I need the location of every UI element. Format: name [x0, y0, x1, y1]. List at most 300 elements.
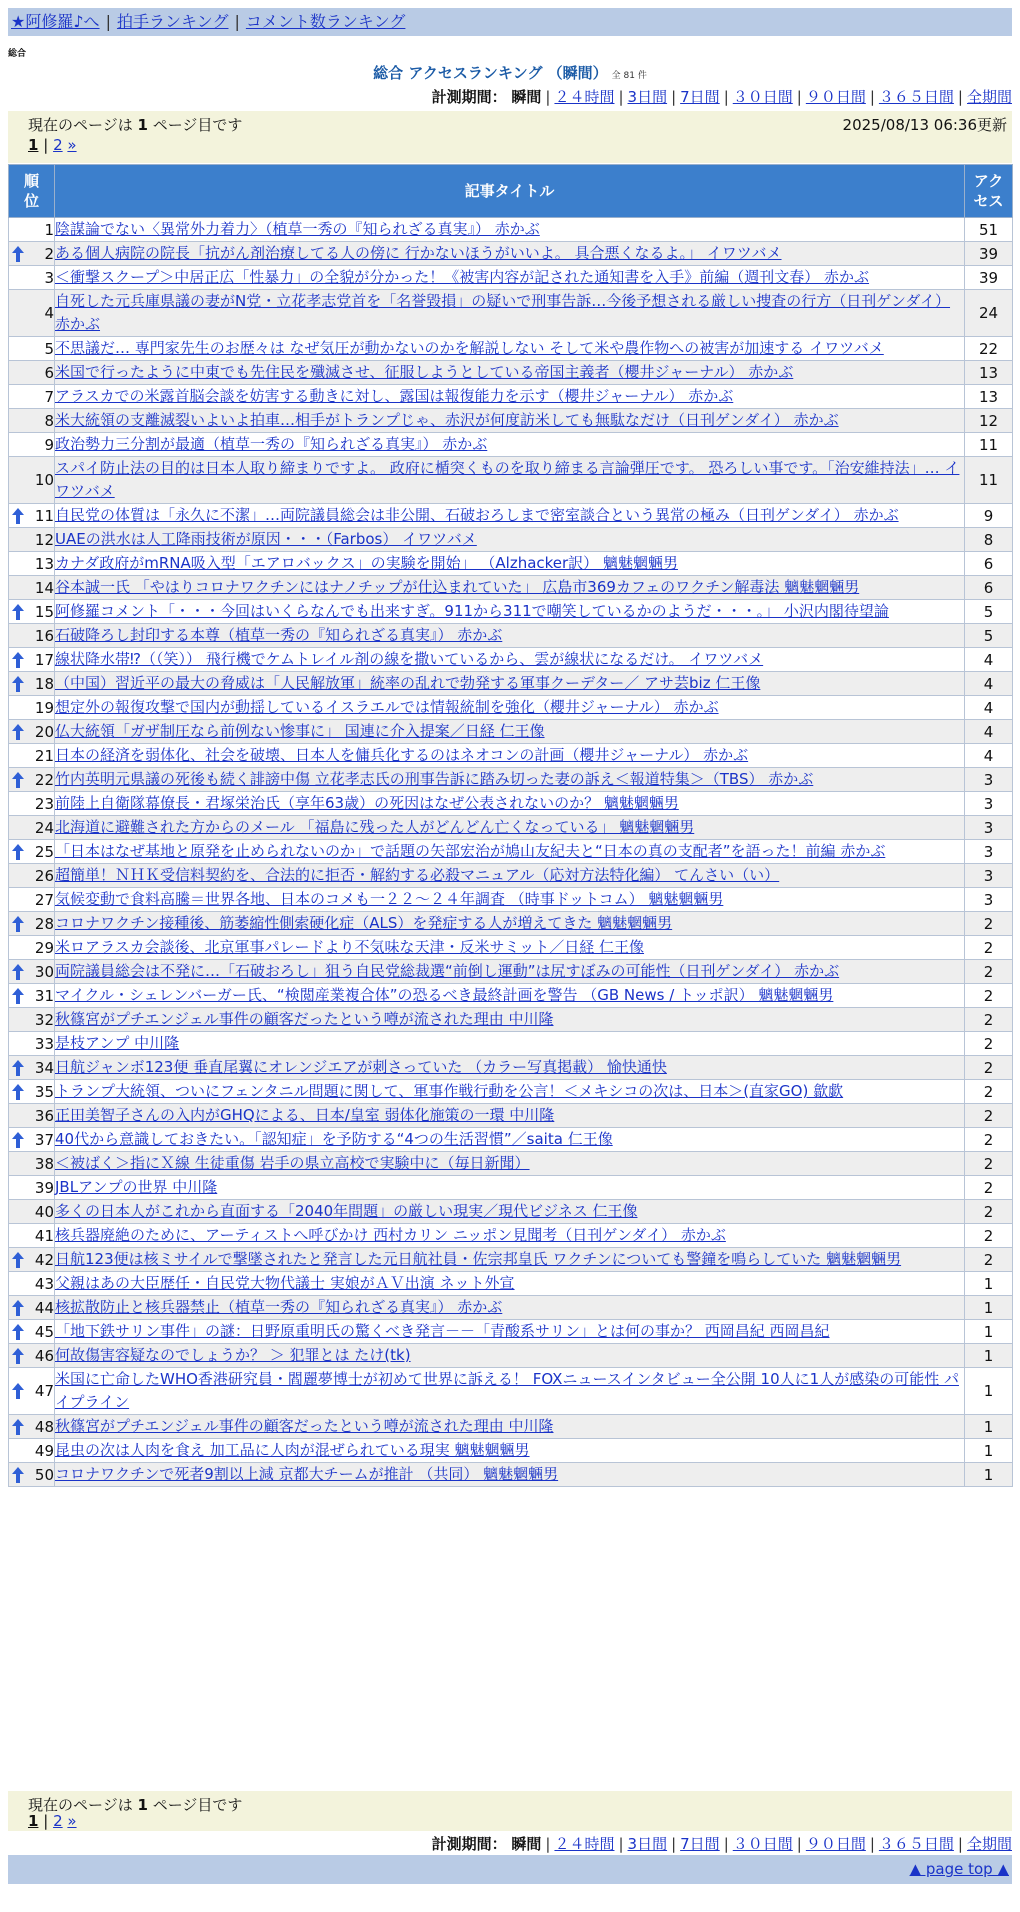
rank-number: 14 [34, 578, 54, 597]
rank-cell [9, 912, 55, 936]
title-cell [55, 864, 965, 888]
access-count: 2 [965, 1248, 1013, 1272]
table-row [9, 1368, 1013, 1415]
article-link[interactable]: ＜衝撃スクープ＞中居正広「性暴力」の全貌が分かった！《被害内容が記された通知書を入手》前編（週刊文春） 赤かぶ [55, 268, 870, 286]
header-access: アクセス [965, 165, 1013, 218]
rank-up-arrow-icon [12, 604, 24, 620]
title-cell [55, 290, 965, 337]
rank-up-arrow-icon [12, 916, 24, 932]
rank-up-arrow-icon [12, 964, 24, 980]
rank-up-arrow-icon [12, 988, 24, 1004]
article-link[interactable]: 不思議だ… 専門家先生のお歴々は なぜ気圧が動かないのかを解説しない そして米や農作物への被害が加速する イワツバメ [55, 339, 884, 357]
rank-number: 23 [34, 794, 54, 813]
period-link[interactable]: 全期間 [966, 88, 1012, 106]
title-cell [55, 409, 965, 433]
table-row [9, 840, 1013, 864]
period-link[interactable]: 7日間 [680, 1835, 720, 1853]
rank-cell [9, 457, 55, 504]
title-cell [55, 1008, 965, 1032]
table-row [9, 1248, 1013, 1272]
period-link[interactable]: ３６５日間 [878, 88, 954, 106]
article-link[interactable]: 両院議員総会は不発に…「石破おろし」狙う自民党総裁選“前倒し運動”は尻すぼみの可能性（日刊ゲンダイ） 赤かぶ [55, 962, 840, 980]
title-cell [55, 385, 965, 409]
rank-cell [9, 744, 55, 768]
table-row [9, 1152, 1013, 1176]
rank-cell [9, 1080, 55, 1104]
article-link[interactable]: 米ロアラスカ会談後、北京軍事パレードより不気味な天津・反米サミット／日経 仁王像 [55, 938, 645, 956]
table-row [9, 385, 1013, 409]
article-link[interactable]: 日航123便は核ミサイルで撃墜されたと発言した元日航社員・佐宗邦皇氏 ワクチンについても警鐘を鳴らしていた 魑魅魍魎男 [55, 1250, 902, 1268]
rank-cell [9, 1439, 55, 1463]
article-link[interactable]: 竹内英明元県議の死後も続く誹謗中傷 立花孝志氏の刑事告訴に踏み切った妻の訴え＜報道特集＞（TBS） 赤かぶ [55, 770, 814, 788]
access-count: 13 [965, 385, 1013, 409]
rank-up-arrow-icon [12, 1383, 24, 1399]
table-header-row [9, 165, 1013, 218]
home-link[interactable]: ★阿修羅♪へ [11, 12, 100, 31]
period-link[interactable]: ３０日間 [732, 1835, 793, 1853]
access-count: 9 [965, 504, 1013, 528]
access-count: 3 [965, 864, 1013, 888]
rank-up-arrow-icon [12, 1252, 24, 1268]
access-count: 39 [965, 242, 1013, 266]
title-cell [55, 1176, 965, 1200]
table-row [9, 409, 1013, 433]
table-row [9, 864, 1013, 888]
article-link[interactable]: 気候変動で食料高騰＝世界各地、日本のコメも一２２～２４年調査 （時事ドットコム） 魑魅魍魎男 [55, 890, 724, 908]
table-row [9, 218, 1013, 242]
table-row [9, 648, 1013, 672]
access-count: 24 [965, 290, 1013, 337]
rank-cell [9, 1104, 55, 1128]
access-count: 13 [965, 361, 1013, 385]
rank-number: 10 [34, 471, 54, 489]
page-links: 1 | 2 » [28, 1812, 77, 1830]
rank-number: 22 [34, 770, 54, 789]
access-count: 5 [965, 600, 1013, 624]
period-label: 計測期間： [431, 88, 507, 106]
article-link[interactable]: （中国）習近平の最大の脅威は「人民解放軍」統率の乱れで勃発する軍事クーデター／ アサ芸biz 仁王像 [55, 674, 761, 692]
page-top-link[interactable]: ▲ page top ▲ [909, 1860, 1009, 1878]
article-link[interactable]: 「地下鉄サリン事件」の謎：日野原重明氏の驚くべき発言－－「青酸系サリン」とは何の事か？ 西岡昌紀 西岡昌紀 [55, 1322, 830, 1340]
title-cell [55, 361, 965, 385]
access-count: 1 [965, 1320, 1013, 1344]
period-link[interactable]: ２４時間 [554, 88, 615, 106]
rank-number: 47 [34, 1382, 54, 1400]
period-link[interactable]: 3日間 [627, 88, 668, 106]
table-row [9, 528, 1013, 552]
article-link[interactable]: 前陸上自衛隊幕僚長・君塚栄治氏（享年63歳）の死因はなぜ公表されないのか？ 魑魅魍魎男 [55, 794, 679, 812]
period-selector-bottom [432, 1834, 1012, 1854]
rank-number: 19 [34, 698, 54, 717]
article-link[interactable]: 40代から意識しておきたい。「認知症」を予防する“4つの生活習慣”／saita 仁王像 [55, 1130, 613, 1148]
pager-top [8, 111, 1012, 163]
rank-number: 26 [34, 866, 54, 885]
footer-bar [8, 1855, 1012, 1884]
rank-up-arrow-icon [12, 772, 24, 788]
access-count: 3 [965, 768, 1013, 792]
rank-cell [9, 864, 55, 888]
rank-number: 2 [44, 244, 54, 263]
article-link[interactable]: 自民党の体質は「永久に不潔」…両院議員総会は非公開、石破おろしまで密室談合という異常の極み（日刊ゲンダイ） 赤かぶ [55, 506, 899, 524]
article-link[interactable]: マイクル・シェレンバーガー氏、“検閲産業複合体”の恐るべき最終計画を警告 （GB News / トッポ訳） 魑魅魍魎男 [55, 986, 834, 1004]
rank-cell [9, 1296, 55, 1320]
article-link[interactable]: 日航ジャンボ123便 垂直尾翼にオレンジエアが刺さっていた （カラー写真掲載） 愉快通快 [55, 1058, 667, 1076]
period-selector-top [432, 87, 1012, 107]
access-count: 2 [965, 1080, 1013, 1104]
rank-number: 38 [34, 1154, 54, 1173]
nav-separator: | [234, 12, 240, 31]
article-link[interactable]: コロナワクチンで死者9割以上減 京都大チームが推計 （共同） 魑魅魍魎男 [55, 1465, 559, 1483]
period-separator: | [723, 1835, 729, 1853]
access-count: 2 [965, 1008, 1013, 1032]
period-link[interactable]: 3日間 [627, 1835, 668, 1853]
table-row [9, 984, 1013, 1008]
rank-number: 50 [34, 1465, 54, 1484]
article-link[interactable]: 米大統領の支離滅裂いよいよ拍車…相手がトランプじゃ、赤沢が何度訪米しても無駄なだけ（日刊ゲンダイ） 赤かぶ [55, 411, 839, 429]
nav-separator: | [105, 12, 111, 31]
table-row [9, 504, 1013, 528]
rank-cell [9, 1368, 55, 1415]
article-link[interactable]: 石破降ろし封印する本尊（植草一秀の『知られざる真実』） 赤かぶ [55, 626, 503, 644]
access-count: 4 [965, 672, 1013, 696]
article-link[interactable]: 米国で行ったように中東でも先住民を殲滅させ、征服しようとしている帝国主義者（櫻井ジャーナル） 赤かぶ [55, 363, 794, 381]
rank-up-arrow-icon [12, 1060, 24, 1076]
ranking-table [8, 164, 1013, 1487]
access-count: 2 [965, 1056, 1013, 1080]
title-cell [55, 528, 965, 552]
rank-number: 44 [34, 1298, 54, 1317]
rank-number: 18 [34, 674, 54, 693]
access-count: 2 [965, 912, 1013, 936]
table-row [9, 266, 1013, 290]
period-separator: | [869, 88, 875, 106]
article-link[interactable]: カナダ政府がmRNA吸入型「エアロバックス」の実験を開始」 （Alzhacker訳） 魑魅魍魎男 [55, 554, 678, 572]
access-count: 8 [965, 528, 1013, 552]
access-count: 4 [965, 720, 1013, 744]
table-row [9, 912, 1013, 936]
article-link[interactable]: 米国に亡命したWHO香港研究員・閻麗夢博士が初めて世界に訴える！ FOXニュースインタビュー全公開 10人に1人が感染の可能性 パイプライン [55, 1370, 959, 1411]
rank-cell [9, 648, 55, 672]
rank-cell [9, 768, 55, 792]
period-link[interactable]: 7日間 [680, 88, 720, 106]
access-count: 1 [965, 1439, 1013, 1463]
article-link[interactable]: UAEの洪水は人工降雨技術が原因・・・（Farbos） イワツバメ [55, 530, 477, 548]
rank-cell [9, 1415, 55, 1439]
article-link[interactable]: 政治勢力三分割が最適（植草一秀の『知られざる真実』） 赤かぶ [55, 435, 488, 453]
rank-cell [9, 1176, 55, 1200]
rank-number: 15 [34, 602, 54, 621]
table-row [9, 1296, 1013, 1320]
article-link[interactable]: 北海道に避難された方からのメール 「福島に残った人がどんどん亡くなっている」 魑魅魍魎男 [55, 818, 695, 836]
page-2-link[interactable]: 2 [53, 1812, 63, 1830]
title-cell [55, 1200, 965, 1224]
next-page-link[interactable]: » [67, 1812, 77, 1830]
article-link[interactable]: 核兵器廃絶のために、アーティストへ呼びかけ 西村カリン ニッポン見聞考（日刊ゲンダイ） 赤かぶ [55, 1226, 726, 1244]
rank-up-arrow-icon [12, 1348, 24, 1364]
title-cell [55, 984, 965, 1008]
rank-cell [9, 1128, 55, 1152]
rank-number: 42 [34, 1250, 54, 1269]
table-row [9, 1272, 1013, 1296]
rank-number: 21 [34, 746, 54, 765]
table-row [9, 1344, 1013, 1368]
title-cell [55, 1439, 965, 1463]
article-link[interactable]: 多くの日本人がこれから直面する「2040年問題」の厳しい現実／現代ビジネス 仁王像 [55, 1202, 638, 1220]
table-row [9, 1415, 1013, 1439]
title-cell [55, 1056, 965, 1080]
period-link[interactable]: ２４時間 [554, 1835, 615, 1853]
page-links: 1 | 2 » [28, 136, 77, 154]
table-row [9, 457, 1013, 504]
rank-cell [9, 361, 55, 385]
article-link[interactable]: ある個人病院の院長「抗がん剤治療してる人の傍に 行かないほうがいいよ。 具合悪くなるよ。」 イワツバメ [55, 244, 782, 262]
title-cell [55, 1344, 965, 1368]
rank-cell [9, 1224, 55, 1248]
table-row [9, 624, 1013, 648]
title-cell [55, 648, 965, 672]
table-row [9, 1176, 1013, 1200]
rank-number: 25 [34, 842, 54, 861]
rank-number: 5 [44, 339, 54, 358]
article-link[interactable]: 何故傷害容疑なのでしょうか？ ＞ 犯罪とは たけ(tk) [55, 1346, 411, 1364]
access-count: 2 [965, 960, 1013, 984]
article-link[interactable]: 阿修羅コメント「・・・今回はいくらなんでも出来すぎ。911から311で嘲笑しているかのようだ・・・。」 小沢内閣待望論 [55, 602, 889, 620]
rank-number: 7 [44, 387, 54, 406]
table-row [9, 1128, 1013, 1152]
title-cell [55, 792, 965, 816]
period-link[interactable]: ９０日間 [805, 88, 866, 106]
rank-up-arrow-icon [12, 724, 24, 740]
access-count: 2 [965, 984, 1013, 1008]
page-2-link[interactable]: 2 [53, 136, 63, 154]
rank-number: 39 [34, 1178, 54, 1197]
page-1-link[interactable]: 1 [28, 1812, 39, 1830]
article-link[interactable]: JBLアンプの世界 中川隆 [55, 1178, 218, 1196]
table-row [9, 1224, 1013, 1248]
access-count: 1 [965, 1296, 1013, 1320]
rank-up-arrow-icon [12, 844, 24, 860]
title-cell [55, 1296, 965, 1320]
table-row [9, 960, 1013, 984]
article-link[interactable]: 陰謀論でない〈異常外力着力〉（植草一秀の『知られざる真実』） 赤かぶ [55, 220, 540, 238]
table-row [9, 433, 1013, 457]
rank-number: 17 [34, 650, 54, 669]
period-separator: | [545, 88, 551, 106]
rank-number: 49 [34, 1441, 54, 1460]
rank-up-arrow-icon [12, 652, 24, 668]
page-1-link[interactable]: 1 [28, 136, 39, 154]
page-title-line [0, 62, 1020, 83]
rank-cell [9, 696, 55, 720]
rank-up-arrow-icon [12, 246, 24, 262]
title-cell [55, 504, 965, 528]
updated-timestamp: 2025/08/13 06:36更新 [842, 116, 1007, 134]
title-cell [55, 1415, 965, 1439]
access-count: 4 [965, 744, 1013, 768]
period-separator: | [957, 1835, 963, 1853]
rank-number: 34 [34, 1058, 54, 1077]
article-link[interactable]: 仏大統領「ガザ制圧なら前例ない惨事に」 国連に介入提案／日経 仁王像 [55, 722, 545, 740]
table-row [9, 1032, 1013, 1056]
rank-number: 33 [34, 1034, 54, 1053]
table-row [9, 744, 1013, 768]
title-cell [55, 1032, 965, 1056]
rank-number: 27 [34, 890, 54, 909]
rank-cell [9, 1344, 55, 1368]
rank-number: 29 [34, 938, 54, 957]
article-link[interactable]: 自死した元兵庫県議の妻がN党・立花孝志党首を「名誉毀損」の疑いで刑事告訴…今後予想される厳しい捜査の行方（日刊ゲンダイ） 赤かぶ [55, 292, 951, 333]
rank-number: 1 [44, 220, 54, 239]
period-link[interactable]: ９０日間 [805, 1835, 866, 1853]
access-count: 2 [965, 1032, 1013, 1056]
table-row [9, 600, 1013, 624]
rank-number: 36 [34, 1106, 54, 1125]
access-count: 1 [965, 1463, 1013, 1487]
comment-ranking-link[interactable]: コメント数ランキング [245, 12, 406, 31]
access-count: 3 [965, 888, 1013, 912]
table-row [9, 792, 1013, 816]
table-row [9, 1320, 1013, 1344]
period-separator: | [796, 1835, 802, 1853]
rank-number: 41 [34, 1226, 54, 1245]
access-count: 22 [965, 337, 1013, 361]
article-link[interactable]: コロナワクチン接種後、筋萎縮性側索硬化症（ALS）を発症する人が増えてきた 魑魅魍魎男 [55, 914, 673, 932]
table-row [9, 888, 1013, 912]
rank-number: 11 [34, 506, 54, 525]
table-row [9, 1056, 1013, 1080]
rank-cell [9, 1320, 55, 1344]
title-cell [55, 457, 965, 504]
title-cell [55, 600, 965, 624]
article-link[interactable]: ＜被ばく＞指にＸ線 生徒重傷 岩手の県立高校で実験中に（毎日新聞） [55, 1154, 530, 1172]
applause-ranking-link[interactable]: 拍手ランキング [116, 12, 229, 31]
article-link[interactable]: 超簡単！ＮＨＫ受信料契約を、合法的に拒否・解約する必殺マニュアル（応対方法特化編） てんさい（い） [55, 866, 780, 884]
period-link[interactable]: 全期間 [966, 1835, 1012, 1853]
article-link[interactable]: 線状降水帯⁉（（笑）） 飛行機でケムトレイル剤の線を撒いているから、雲が線状になるだけ。 イワツバメ [55, 650, 764, 668]
access-count: 2 [965, 1200, 1013, 1224]
article-link[interactable]: 谷本誠一氏 「やはりコロナワクチンにはナノチップが仕込まれていた」 広島市369カフェのワクチン解毒法 魑魅魍魎男 [55, 578, 860, 596]
rank-cell [9, 337, 55, 361]
article-link[interactable]: 「日本はなぜ基地と原発を止められないのか」で話題の矢部宏治が鳩山友紀夫と“日本の真の支配者”を語った！前編 赤かぶ [55, 842, 886, 860]
article-link[interactable]: 日本の経済を弱体化、社会を破壊、日本人を傭兵化するのはネオコンの計画（櫻井ジャーナル） 赤かぶ [55, 746, 749, 764]
title-cell [55, 1128, 965, 1152]
access-count: 2 [965, 1152, 1013, 1176]
rank-number: 20 [34, 722, 54, 741]
table-row [9, 1200, 1013, 1224]
rank-cell [9, 1056, 55, 1080]
rank-cell [9, 409, 55, 433]
article-link[interactable]: 想定外の報復攻撃で国内が動揺しているイスラエルでは情報統制を強化（櫻井ジャーナル） 赤かぶ [55, 698, 719, 716]
article-link[interactable]: スパイ防止法の目的は日本人取り締まりですよ。 政府に楯突くものを取り締まる言論弾圧です。 恐ろしい事です。「治安維持法」… イワツバメ [55, 459, 960, 500]
rank-up-arrow-icon [12, 1419, 24, 1435]
period-separator: | [618, 88, 624, 106]
table-row [9, 768, 1013, 792]
period-link[interactable]: ３０日間 [732, 88, 793, 106]
next-page-link[interactable]: » [67, 136, 77, 154]
access-count: 1 [965, 1368, 1013, 1415]
article-link[interactable]: 父親はあの大臣歴任・自民党大物代議士 実娘がＡＶ出演 ネット外宣 [55, 1274, 515, 1292]
rank-cell [9, 984, 55, 1008]
rank-number: 13 [34, 554, 54, 573]
rank-cell [9, 504, 55, 528]
rank-number: 32 [34, 1010, 54, 1029]
article-link[interactable]: 正田美智子さんの入内がGHQによる、日本/皇室 弱体化施策の一環 中川隆 [55, 1106, 555, 1124]
rank-cell [9, 840, 55, 864]
rank-up-arrow-icon [12, 1324, 24, 1340]
access-count: 11 [965, 457, 1013, 504]
access-count: 39 [965, 266, 1013, 290]
table-row [9, 1080, 1013, 1104]
period-separator: | [545, 1835, 551, 1853]
header-rank: 順位 [9, 165, 55, 218]
title-cell [55, 696, 965, 720]
period-separator: | [671, 1835, 677, 1853]
access-count: 4 [965, 696, 1013, 720]
page-status: 現在のページは 1 ページ目です [28, 1796, 243, 1814]
rank-number: 12 [34, 530, 54, 549]
rank-cell [9, 960, 55, 984]
rank-cell [9, 624, 55, 648]
table-row [9, 672, 1013, 696]
access-count: 4 [965, 648, 1013, 672]
title-cell [55, 672, 965, 696]
top-nav-bar [8, 8, 1012, 36]
article-link[interactable]: 是枝アンプ 中川隆 [55, 1034, 180, 1052]
table-row [9, 720, 1013, 744]
table-row [9, 1008, 1013, 1032]
rank-cell [9, 1272, 55, 1296]
article-link[interactable]: 昆虫の次は人肉を食え 加工品に人肉が混ぜられている現実 魑魅魍魎男 [55, 1441, 530, 1459]
article-link[interactable]: 秋篠宮がプチエンジェル事件の顧客だったという噂が流された理由 中川隆 [55, 1417, 554, 1435]
rank-cell [9, 672, 55, 696]
title-cell [55, 576, 965, 600]
title-cell [55, 744, 965, 768]
title-cell [55, 433, 965, 457]
table-row [9, 242, 1013, 266]
rank-cell [9, 242, 55, 266]
rank-number: 45 [34, 1322, 54, 1341]
article-link[interactable]: アラスカでの米露首脳会談を妨害する動きに対し、露国は報復能力を示す（櫻井ジャーナル） 赤かぶ [55, 387, 734, 405]
period-link[interactable]: ３６５日間 [878, 1835, 954, 1853]
rank-cell [9, 576, 55, 600]
rank-cell [9, 1248, 55, 1272]
title-cell [55, 816, 965, 840]
rank-number: 4 [44, 304, 54, 322]
article-link[interactable]: 秋篠宮がプチエンジェル事件の顧客だったという噂が流された理由 中川隆 [55, 1010, 554, 1028]
title-cell [55, 1152, 965, 1176]
access-count: 11 [965, 433, 1013, 457]
header-title: 記事タイトル [55, 165, 965, 218]
rank-cell [9, 433, 55, 457]
total-count: 全 81 件 [611, 71, 647, 81]
article-link[interactable]: トランプ大統領、ついにフェンタニル問題に関して、軍事作戦行動を公言！＜メキシコの次は、日本＞(直家GO) 歙歔 [55, 1082, 844, 1100]
rank-cell [9, 1008, 55, 1032]
rank-cell [9, 792, 55, 816]
rank-number: 3 [44, 268, 54, 287]
table-row [9, 696, 1013, 720]
period-current: 瞬間 [511, 1835, 542, 1853]
period-label: 計測期間： [431, 1835, 507, 1853]
title-cell [55, 1272, 965, 1296]
rank-number: 43 [34, 1274, 54, 1293]
article-link[interactable]: 核拡散防止と核兵器禁止（植草一秀の『知られざる真実』） 赤かぶ [55, 1298, 503, 1316]
period-separator: | [618, 1835, 624, 1853]
title-cell [55, 1320, 965, 1344]
rank-cell [9, 1032, 55, 1056]
access-count: 2 [965, 1128, 1013, 1152]
title-cell [55, 552, 965, 576]
table-row [9, 552, 1013, 576]
